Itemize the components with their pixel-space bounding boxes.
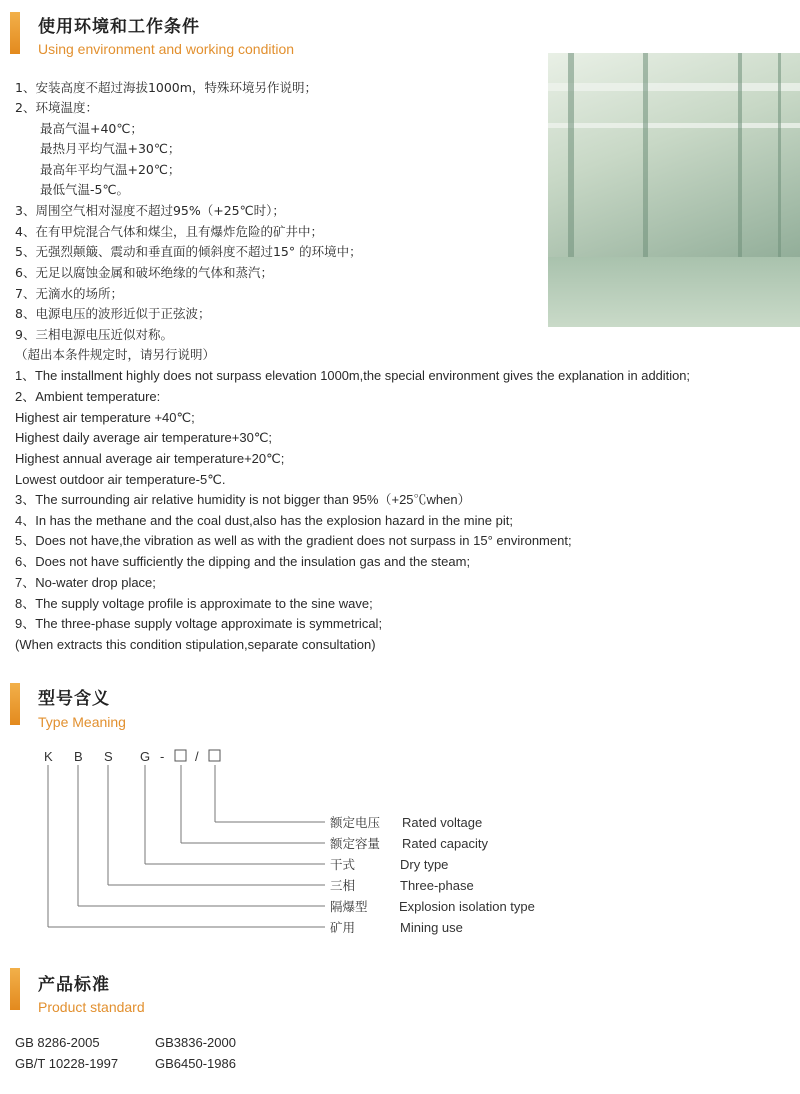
meaning-en-mining-use: Mining use [400,920,463,935]
code-slash: / [195,749,199,764]
condition-en-3: 3、The surrounding air relative humidity is not bigger than 95%（+25℃when） [15,492,471,507]
meaning-cn-rated-voltage: 额定电压 [330,815,381,830]
standard-item: GB/T 10228-1997 [15,1056,119,1071]
condition-en-2: 2、Ambient temperature: [15,389,161,404]
meaning-en-rated-capacity: Rated capacity [402,836,488,851]
condition-en-temp-3: Highest annual average air temperature+20℃; [15,451,285,466]
condition-cn-temp-1: 最高气温+40℃； [40,121,143,136]
section-marker [10,968,20,1010]
code-letter-k: K [44,749,53,764]
condition-cn-temp-2: 最热月平均气温+30℃； [40,141,181,156]
condition-en-5: 5、Does not have,the vibration as well as with the gradient does not surpass in 15° environment; [15,533,572,548]
factory-photo [548,53,800,327]
condition-cn-8: 8、电源电压的波形近似于正弦波； [15,306,211,321]
section-marker [10,12,20,54]
condition-en-8: 8、The supply voltage profile is approximate to the sine wave; [15,596,373,611]
condition-en-4: 4、In has the methane and the coal dust,also has the explosion hazard in the mine pit; [15,513,513,528]
condition-en-1: 1、The installment highly does not surpass elevation 1000m,the special environment gives the explanation in addition; [15,368,691,383]
condition-en-temp-4: Lowest outdoor air temperature-5℃. [15,472,226,487]
section-title-cn: 型号含义 [38,689,110,709]
code-letter-g: G [140,749,151,764]
condition-en-9: 9、The three-phase supply voltage approximate is symmetrical; [15,616,383,631]
condition-cn-temp-3: 最高年平均气温+20℃； [40,162,181,177]
condition-en-temp-1: Highest air temperature +40℃; [15,410,195,425]
condition-cn-1: 1、安装高度不超过海拔1000m，特殊环境另作说明； [15,80,317,95]
condition-en-note: (When extracts this condition stipulation,separate consultation) [15,637,376,652]
condition-cn-5: 5、无强烈颠簸、震动和垂直面的倾斜度不超过15° 的环境中； [15,244,362,259]
section-title-en: Type Meaning [38,714,126,730]
condition-cn-note: （超出本条件规定时，请另行说明） [15,347,216,362]
code-letter-s: S [104,749,113,764]
meaning-en-three-phase: Three-phase [400,878,474,893]
meaning-cn-rated-capacity: 额定容量 [330,836,381,851]
meaning-en-explosion-isolation: Explosion isolation type [399,899,535,914]
section-title-cn: 产品标准 [38,975,110,995]
section-title-en: Product standard [38,999,145,1015]
condition-cn-6: 6、无足以腐蚀金属和破坏绝缘的气体和蒸汽； [15,265,273,280]
section-title-cn: 使用环境和工作条件 [38,17,200,37]
code-dash: - [160,749,165,764]
section-title-en: Using environment and working condition [38,41,295,57]
condition-en-7: 7、No-water drop place; [15,575,156,590]
condition-cn-9: 9、三相电源电压近似对称。 [15,327,173,342]
condition-cn-7: 7、无滴水的场所； [15,286,123,301]
standard-item: GB6450-1986 [155,1056,236,1071]
condition-cn-3: 3、周围空气相对湿度不超过95%（+25℃时）； [15,203,285,218]
condition-en-6: 6、Does not have sufficiently the dipping and the insulation gas and the steam; [15,554,471,569]
meaning-cn-explosion-isolation: 隔爆型 [330,899,368,914]
meaning-cn-three-phase: 三相 [330,878,356,893]
type-meaning-diagram [40,745,600,945]
meaning-en-rated-voltage: Rated voltage [402,815,483,830]
condition-cn-2: 2、环境温度： [15,100,98,115]
code-letter-b: B [74,749,83,764]
meaning-cn-dry-type: 干式 [330,857,356,872]
meaning-cn-mining-use: 矿用 [330,920,356,935]
standard-item: GB3836-2000 [155,1035,236,1050]
condition-cn-4: 4、在有甲烷混合气体和煤尘，且有爆炸危险的矿井中； [15,224,323,239]
standard-item: GB 8286-2005 [15,1035,100,1050]
meaning-en-dry-type: Dry type [400,857,449,872]
capacity-placeholder-box [175,750,186,761]
voltage-placeholder-box [209,750,220,761]
condition-en-temp-2: Highest daily average air temperature+30℃; [15,430,273,445]
section-marker [10,683,20,725]
condition-cn-temp-4: 最低气温-5℃。 [40,182,130,197]
